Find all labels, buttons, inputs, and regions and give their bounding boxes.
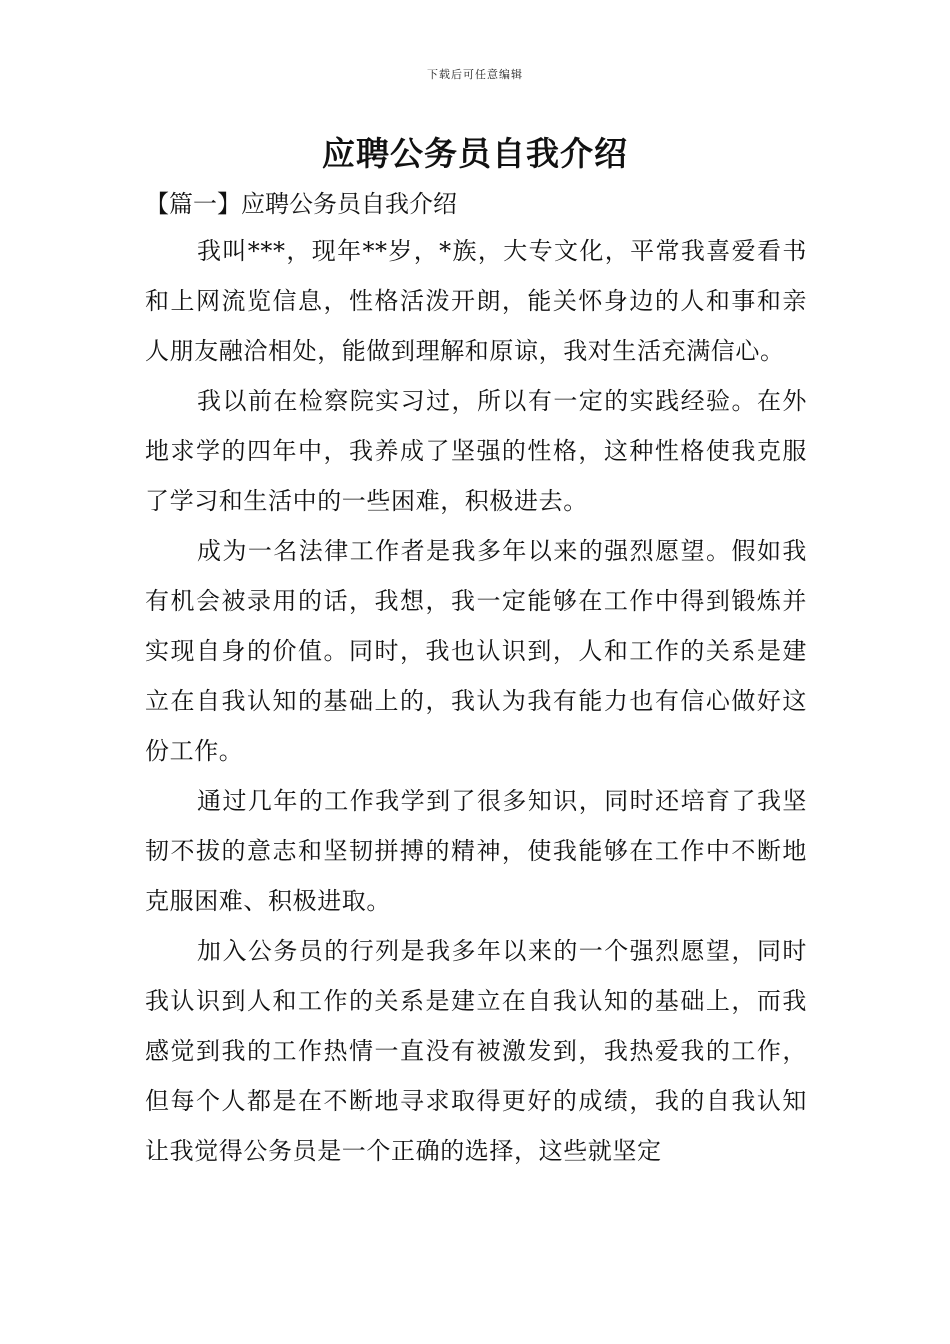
paragraph: 通过几年的工作我学到了很多知识，同时还培育了我坚韧不拔的意志和坚韧拼搏的精神，使我能够在工作中不断地克服困难、积极进取。 bbox=[145, 787, 807, 915]
header-note: 下载后可任意编辑 bbox=[427, 68, 523, 81]
section-heading: 【篇一】应聘公务员自我介绍 bbox=[145, 190, 457, 218]
paragraph: 我以前在检察院实习过，所以有一定的实践经验。在外地求学的四年中，我养成了坚强的性格，这种性格使我克服了学习和生活中的一些困难，积极进去。 bbox=[145, 387, 807, 515]
body-text bbox=[145, 226, 807, 1176]
paragraph: 成为一名法律工作者是我多年以来的强烈愿望。假如我有机会被录用的话，我想，我一定能够在工作中得到锻炼并实现自身的价值。同时，我也认识到，人和工作的关系是建立在自我认知的基础上的，我认为我有能力也有信心做好这份工作。 bbox=[145, 537, 807, 765]
document-title: 应聘公务员自我介绍 bbox=[322, 134, 628, 173]
paragraph: 我叫***，现年**岁，*族，大专文化，平常我喜爱看书和上网流览信息，性格活泼开朗，能关怀身边的人和事和亲人朋友融洽相处，能做到理解和原谅，我对生活充满信心。 bbox=[145, 237, 807, 365]
paragraph: 加入公务员的行列是我多年以来的一个强烈愿望，同时我认识到人和工作的关系是建立在自我认知的基础上，而我感觉到我的工作热情一直没有被激发到，我热爱我的工作，但每个人都是在不断地寻求取得更好的成绩，我的自我认知让我觉得公务员是一个正确的选择，这些就坚定 bbox=[145, 937, 807, 1165]
